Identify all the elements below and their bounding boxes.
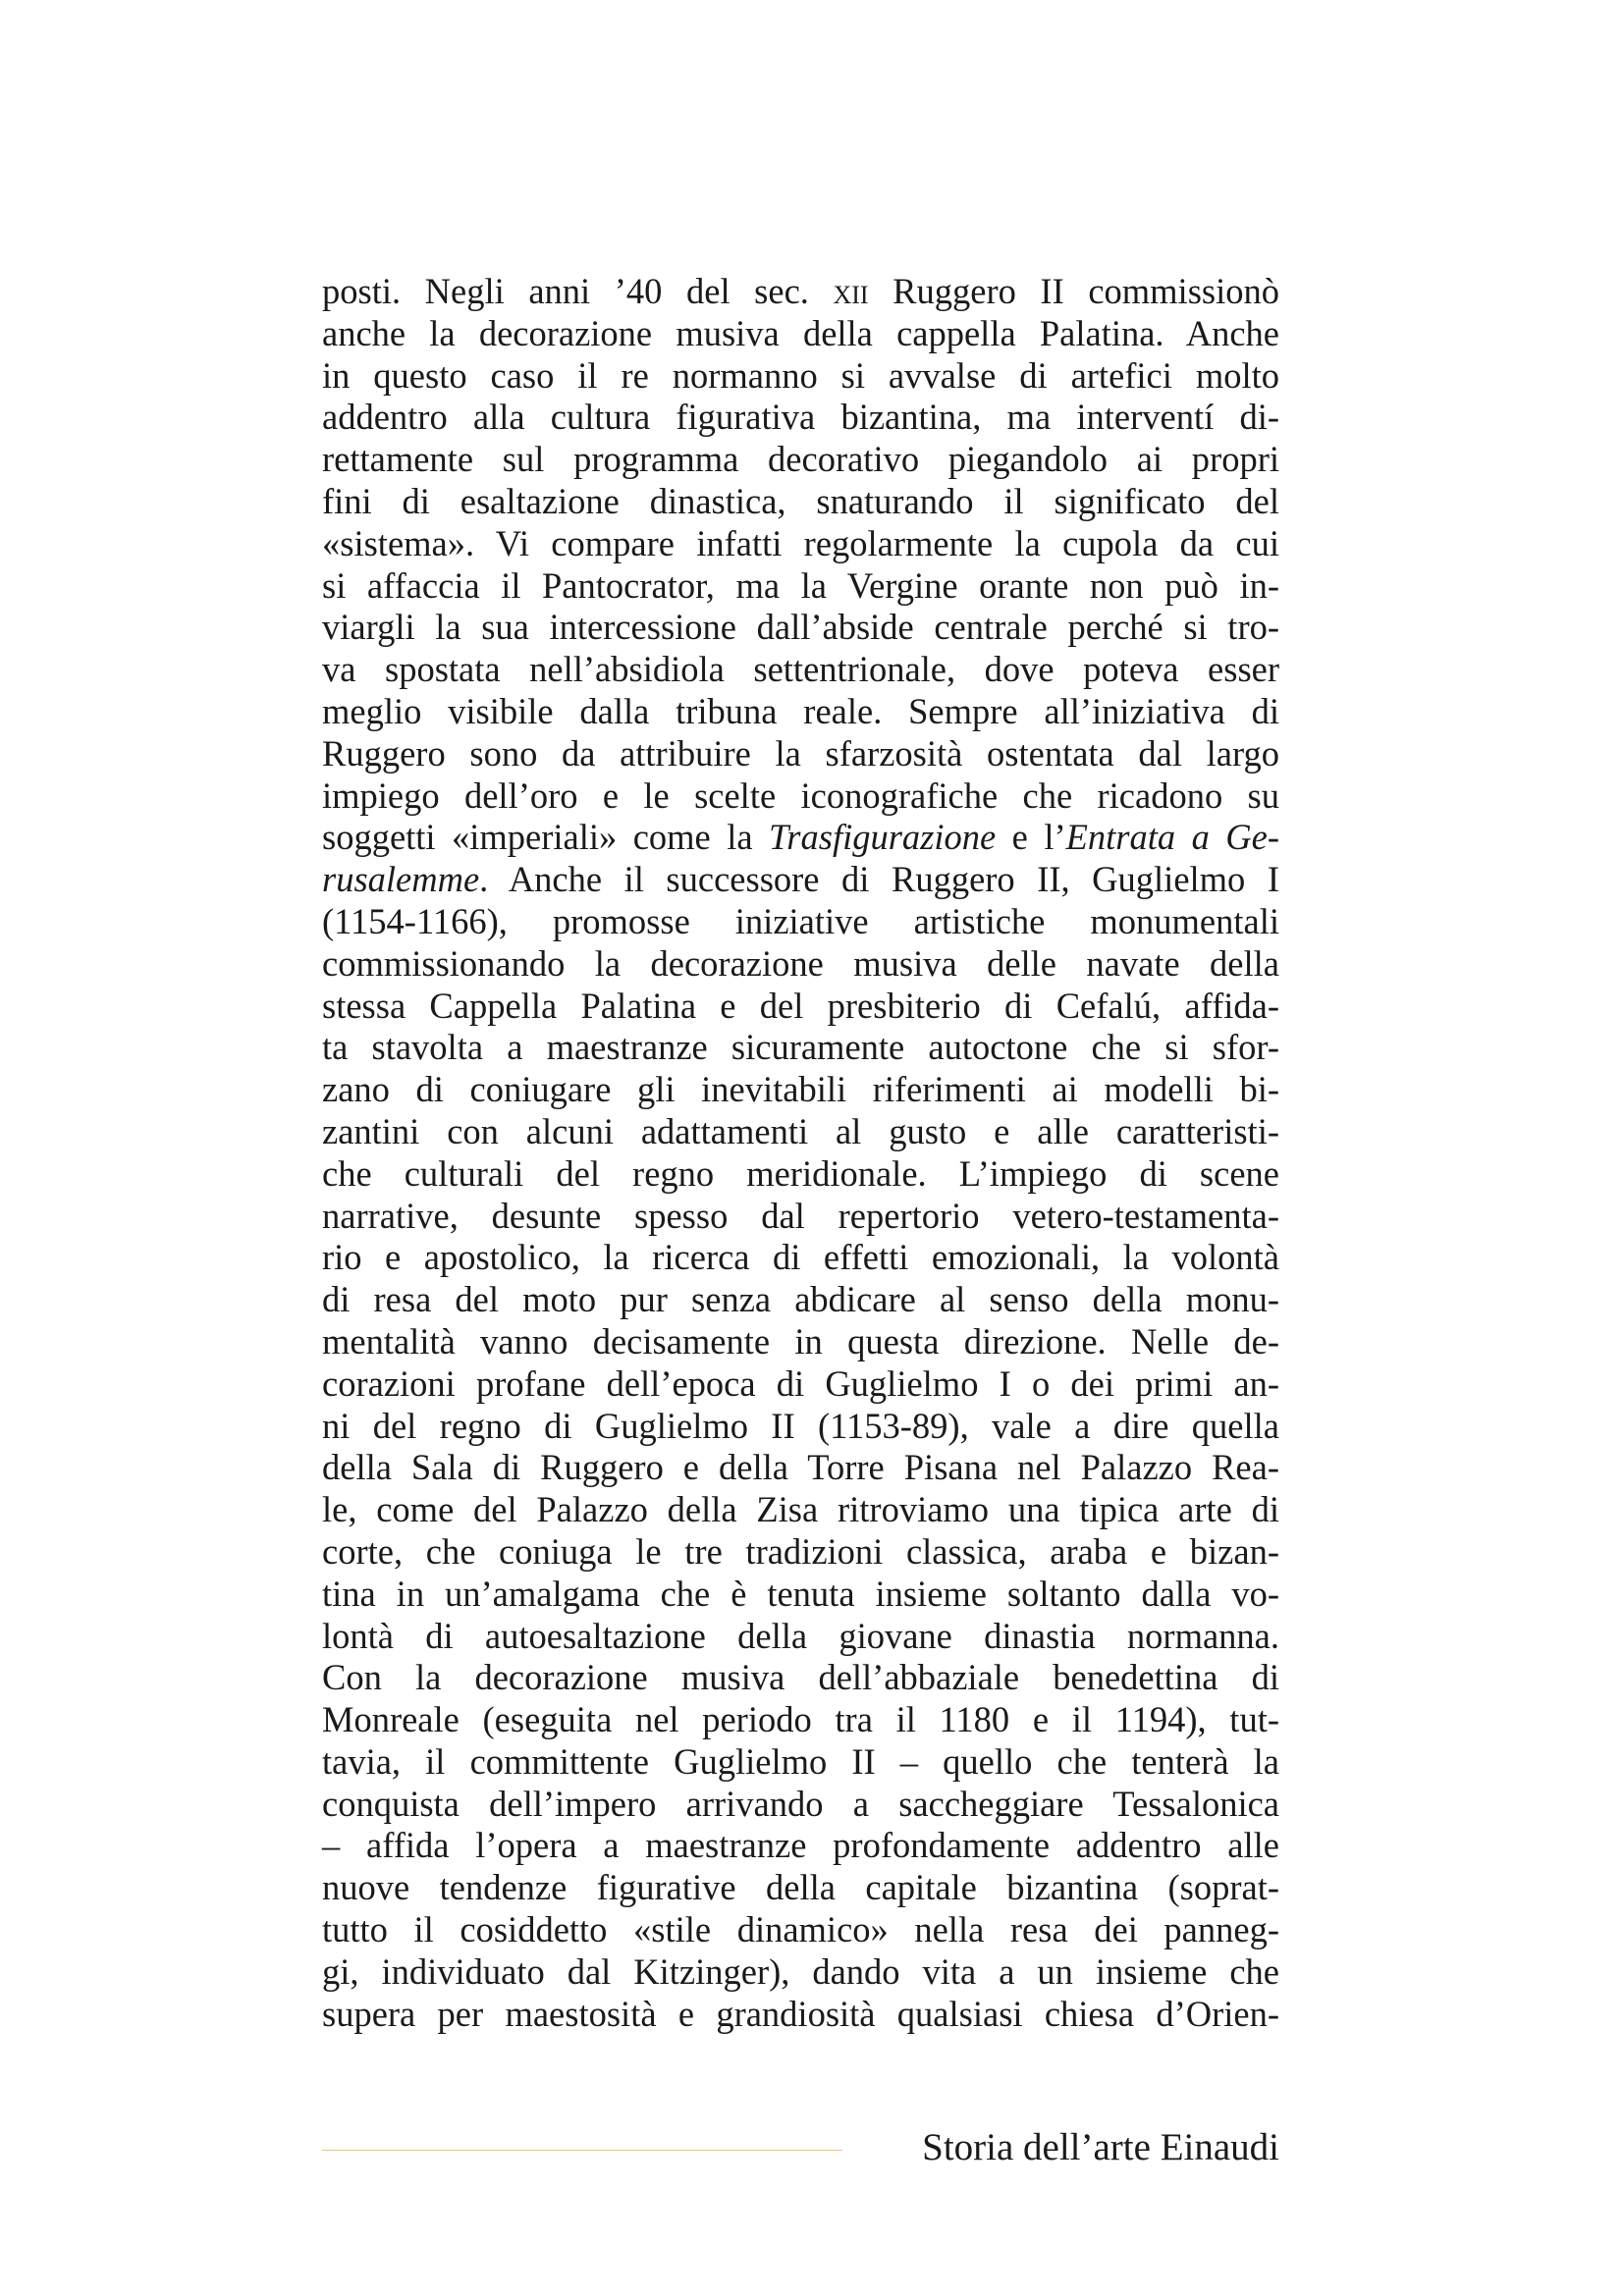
artwork-title: Entrata a Ge- [1065, 817, 1280, 858]
text-line: anche la decorazione musiva della cappella Palatina. Anche [322, 312, 1279, 353]
text-line: corazioni profane dell’epoca di Guglielmo I o dei primi an- [322, 1362, 1279, 1404]
text-line: della Sala di Ruggero e della Torre Pisana nel Palazzo Rea- [322, 1447, 1279, 1488]
text-line: lontà di autoesaltazione della giovane dinastia normanna. [322, 1615, 1279, 1656]
text-line: si affaccia il Pantocrator, ma la Vergine orante non può in- [322, 564, 1279, 606]
text-line: rio e apostolico, la ricerca di effetti emozionali, la volontà [322, 1237, 1279, 1278]
text-line: supera per maestosità e grandiosità qualsiasi chiesa d’Orien- [322, 1993, 1279, 2034]
text-line: Monreale (eseguita nel periodo tra il 1180 e il 1194), tut- [322, 1699, 1279, 1740]
text-line: in questo caso il re normanno si avvalse di artefici molto [322, 354, 1279, 396]
text-line: nuove tendenze figurative della capitale bizantina (soprat- [322, 1867, 1279, 1908]
footer-rule [322, 2150, 842, 2151]
text-line: che culturali del regno meridionale. L’impiego di scene [322, 1152, 1279, 1194]
text-line: tina in un’amalgama che è tenuta insieme soltanto dalla vo- [322, 1573, 1279, 1614]
text-line: impiego dell’oro e le scelte iconografiche che ricadono su [322, 774, 1279, 816]
text-line: Con la decorazione musiva dell’abbaziale benedettina di [322, 1657, 1279, 1698]
text-line: tavia, il committente Guglielmo II – quello che tenterà la [322, 1740, 1279, 1782]
text-line: Ruggero sono da attribuire la sfarzosità ostentata dal largo [322, 732, 1279, 774]
text-line: rusalemme. Anche il successore di Ruggero II, Guglielmo I [322, 859, 1279, 900]
artwork-title: Trasfigurazione [769, 817, 997, 858]
text-line: mentalità vanno decisamente in questa direzione. Nelle de- [322, 1320, 1279, 1362]
text-line: – affida l’opera a maestranze profondamente addentro alle [322, 1825, 1279, 1866]
text-line: ta stavolta a maestranze sicuramente autoctone che si sfor- [322, 1027, 1279, 1068]
text-line: soggetti «imperiali» come la Trasfigurazione e l’Entrata a Ge- [322, 817, 1280, 858]
page-footer [322, 2120, 1279, 2175]
text-line: meglio visibile dalla tribuna reale. Sempre all’iniziativa di [322, 690, 1279, 731]
text-line: stessa Cappella Palatina e del presbiterio di Cefalú, affida- [322, 985, 1279, 1026]
text-line: commissionando la decorazione musiva delle navate della [322, 942, 1279, 984]
century-numeral: xii [833, 271, 869, 311]
text-line: viargli la sua intercessione dall’abside centrale perché si tro- [322, 607, 1279, 648]
text-line: ni del regno di Guglielmo II (1153-89), vale a dire quella [322, 1405, 1279, 1446]
text-line: gi, individuato dal Kitzinger), dando vita a un insieme che [322, 1950, 1279, 1992]
text-line: zantini con alcuni adattamenti al gusto e alle caratteristi- [322, 1110, 1279, 1151]
text-line: fini di esaltazione dinastica, snaturando il significato del [322, 480, 1279, 521]
footer-title: Storia dell’arte Einaudi [922, 2126, 1279, 2168]
text-line: va spostata nell’absidiola settentrionale, dove poteva esser [322, 649, 1279, 690]
text-line: corte, che coniuga le tre tradizioni classica, araba e bizan- [322, 1530, 1279, 1572]
text-line: tutto il cosiddetto «stile dinamico» nella resa dei panneg- [322, 1909, 1279, 1950]
body-text [322, 271, 1279, 2035]
text-line: rettamente sul programma decorativo piegandolo ai propri [322, 439, 1279, 480]
text-line: narrative, desunte spesso dal repertorio vetero-testamenta- [322, 1195, 1279, 1236]
text-line: conquista dell’impero arrivando a saccheggiare Tessalonica [322, 1783, 1279, 1824]
artwork-title: rusalemme [322, 859, 480, 900]
text-line: (1154-1166), promosse iniziative artistiche monumentali [322, 900, 1279, 941]
text-line: «sistema». Vi compare infatti regolarmente la cupola da cui [322, 522, 1279, 563]
text-line: le, come del Palazzo della Zisa ritroviamo una tipica arte di [322, 1489, 1279, 1530]
text-line: posti. Negli anni ’40 del sec. xii Ruggero II commissionò [322, 271, 1279, 311]
text-line: zano di coniugare gli inevitabili riferimenti ai modelli bi- [322, 1069, 1279, 1110]
text-line: di resa del moto pur senza abdicare al senso della monu- [322, 1279, 1279, 1320]
text-line: addentro alla cultura figurativa bizantina, ma interventí di- [322, 397, 1279, 438]
